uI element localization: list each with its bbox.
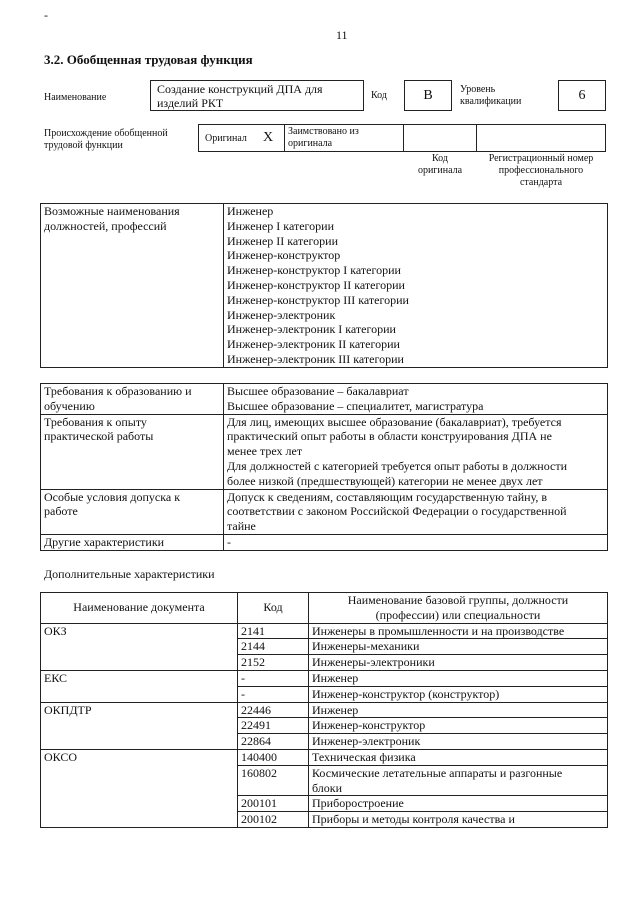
- requirement-label-line: практической работы: [44, 429, 154, 444]
- position-item: Инженер-конструктор III категории: [227, 292, 409, 307]
- code-cell: 140400: [238, 749, 309, 765]
- borrowed-line: Заимствовано из: [288, 126, 359, 137]
- caption-line: стандарта: [519, 177, 563, 188]
- additional-header-row: [41, 593, 608, 624]
- table-row: [41, 749, 608, 765]
- position-item: Инженер II категории: [227, 233, 338, 248]
- name-cell: Инженеры-механики: [309, 639, 608, 655]
- header-name: [309, 593, 608, 624]
- function-name-line: Создание конструкций ДПА для: [157, 82, 323, 96]
- function-name-line: изделий РКТ: [157, 96, 224, 110]
- page-number: 11: [336, 28, 348, 42]
- positions-list: [224, 204, 608, 368]
- name-cell: Инженер-конструктор (конструктор): [309, 686, 608, 702]
- caption-line: Регистрационный номер: [488, 153, 594, 164]
- doc-name-cell: ЕКС: [41, 670, 238, 702]
- name-cell: Инженер-электроник: [309, 734, 608, 750]
- requirement-value: [224, 414, 608, 489]
- requirement-value-line: более низкой (предшествующей) категории не менее двух лет: [227, 473, 543, 488]
- requirement-value-line: Допуск к сведениям, составляющим государственную тайну, в: [227, 489, 548, 504]
- name-label: Наименование: [44, 92, 107, 103]
- section-title: 3.2. Обобщенная трудовая функция: [44, 52, 253, 67]
- code-cell: 2152: [238, 655, 309, 671]
- requirement-row: [41, 414, 608, 489]
- name-line: блоки: [312, 780, 343, 795]
- requirement-label-line: обучению: [44, 398, 95, 413]
- position-item: Инженер-электроник III категории: [227, 351, 404, 366]
- code-cell: 200102: [238, 812, 309, 828]
- code-cell: 160802: [238, 765, 309, 796]
- position-item: Инженер-электроник I категории: [227, 322, 396, 337]
- borrowed-cell: [284, 124, 404, 152]
- header-code: Код: [238, 593, 309, 624]
- requirement-label: [41, 384, 224, 415]
- code-cell: 200101: [238, 796, 309, 812]
- position-item: Инженер-электроник II категории: [227, 337, 400, 352]
- header-name-line: (профессии) или специальности: [375, 607, 541, 622]
- name-cell: Приборы и методы контроля качества и: [309, 812, 608, 828]
- caption-line: Код: [432, 153, 448, 164]
- code-cell: 2141: [238, 623, 309, 639]
- requirement-label: [41, 414, 224, 489]
- level-value-box: 6: [558, 80, 606, 111]
- requirement-row: [41, 534, 608, 550]
- original-mark: Х: [263, 130, 274, 145]
- code-cell: 22491: [238, 718, 309, 734]
- requirement-value: [224, 489, 608, 534]
- requirement-value-line: практический опыт работы в области конструирования ДПА не: [227, 429, 552, 444]
- requirement-value-line: Высшее образование – специалитет, магистратура: [227, 398, 484, 413]
- requirement-label-line: работе: [44, 504, 78, 519]
- level-label-line: Уровень: [460, 84, 496, 95]
- requirement-row: [41, 384, 608, 415]
- requirement-label: [41, 489, 224, 534]
- doc-name-cell: ОКПДТР: [41, 702, 238, 749]
- origin-label-line: трудовой функции: [44, 140, 123, 151]
- requirement-label-line: Другие характеристики: [44, 534, 165, 549]
- position-item: Инженер-электроник: [227, 307, 336, 322]
- table-row: [41, 702, 608, 718]
- name-cell: Инженеры-электроники: [309, 655, 608, 671]
- positions-label-line: Возможные наименования: [44, 204, 180, 218]
- name-cell: Инженер-конструктор: [309, 718, 608, 734]
- positions-table: [40, 203, 608, 368]
- name-line: Космические летательные аппараты и разгонные: [312, 765, 563, 780]
- level-label-line: квалификации: [460, 96, 522, 107]
- requirement-label-line: Особые условия допуска к: [44, 489, 181, 504]
- position-item: Инженер I категории: [227, 218, 334, 233]
- caption-line: оригинала: [417, 165, 463, 176]
- requirement-value-line: соответствии с законом Российской Федерации о государственной: [227, 504, 567, 519]
- requirement-value-line: -: [227, 534, 231, 549]
- requirements-table: [40, 383, 608, 551]
- requirement-label-line: Требования к опыту: [44, 414, 147, 429]
- code-value-box: В: [404, 80, 452, 111]
- origin-code-cell: [403, 124, 477, 152]
- caption-line: профессионального: [498, 165, 584, 176]
- requirement-value: [224, 384, 608, 415]
- requirement-value-line: Для должностей с категорией требуется опыт работы в должности: [227, 458, 567, 473]
- name-cell: Техническая физика: [309, 749, 608, 765]
- code-cell: 22864: [238, 734, 309, 750]
- code-cell: 22446: [238, 702, 309, 718]
- requirement-value-line: тайне: [227, 519, 256, 534]
- reg-number-cell: [476, 124, 606, 152]
- table-row: [41, 670, 608, 686]
- requirement-value-line: менее трех лет: [227, 444, 303, 459]
- requirement-label-line: Требования к образованию и: [44, 384, 192, 398]
- positions-row: [41, 204, 608, 368]
- code-cell: -: [238, 670, 309, 686]
- original-cell: [198, 124, 285, 152]
- positions-label-line: должностей, профессий: [44, 218, 167, 233]
- doc-name-cell: ОКЗ: [41, 623, 238, 670]
- level-label: [460, 84, 521, 108]
- requirement-value: [224, 534, 608, 550]
- position-item: Инженер-конструктор: [227, 248, 341, 263]
- reg-number-caption: [476, 153, 606, 189]
- additional-table: [40, 592, 608, 828]
- code-cell: -: [238, 686, 309, 702]
- borrowed-line: оригинала: [288, 138, 333, 149]
- stray-mark: -: [44, 8, 48, 22]
- requirement-value-line: Для лиц, имеющих высшее образование (бакалавриат), требуется: [227, 414, 562, 429]
- additional-title: Дополнительные характеристики: [44, 567, 215, 581]
- origin-label: [44, 128, 168, 152]
- position-item: Инженер-конструктор I категории: [227, 263, 401, 278]
- name-cell: [309, 765, 608, 796]
- header-doc: Наименование документа: [41, 593, 238, 624]
- requirement-value-line: Высшее образование – бакалавриат: [227, 384, 409, 398]
- header-name-line: Наименование базовой группы, должности: [347, 593, 569, 607]
- original-label: Оригинал: [205, 133, 247, 144]
- code-cell: 2144: [238, 639, 309, 655]
- position-item: Инженер-конструктор II категории: [227, 277, 405, 292]
- name-cell: Инженер: [309, 670, 608, 686]
- position-item: Инженер: [227, 204, 274, 218]
- code-label: Код: [371, 90, 387, 101]
- function-name-box: [150, 80, 364, 111]
- name-cell: Инженер: [309, 702, 608, 718]
- doc-name-cell: ОКСО: [41, 749, 238, 827]
- requirement-label: [41, 534, 224, 550]
- name-cell: Инженеры в промышленности и на производстве: [309, 623, 608, 639]
- origin-label-line: Происхождение обобщенной: [44, 128, 168, 139]
- positions-label: [41, 204, 224, 368]
- origin-code-caption: [403, 153, 477, 177]
- requirement-row: [41, 489, 608, 534]
- name-cell: Приборостроение: [309, 796, 608, 812]
- table-row: [41, 623, 608, 639]
